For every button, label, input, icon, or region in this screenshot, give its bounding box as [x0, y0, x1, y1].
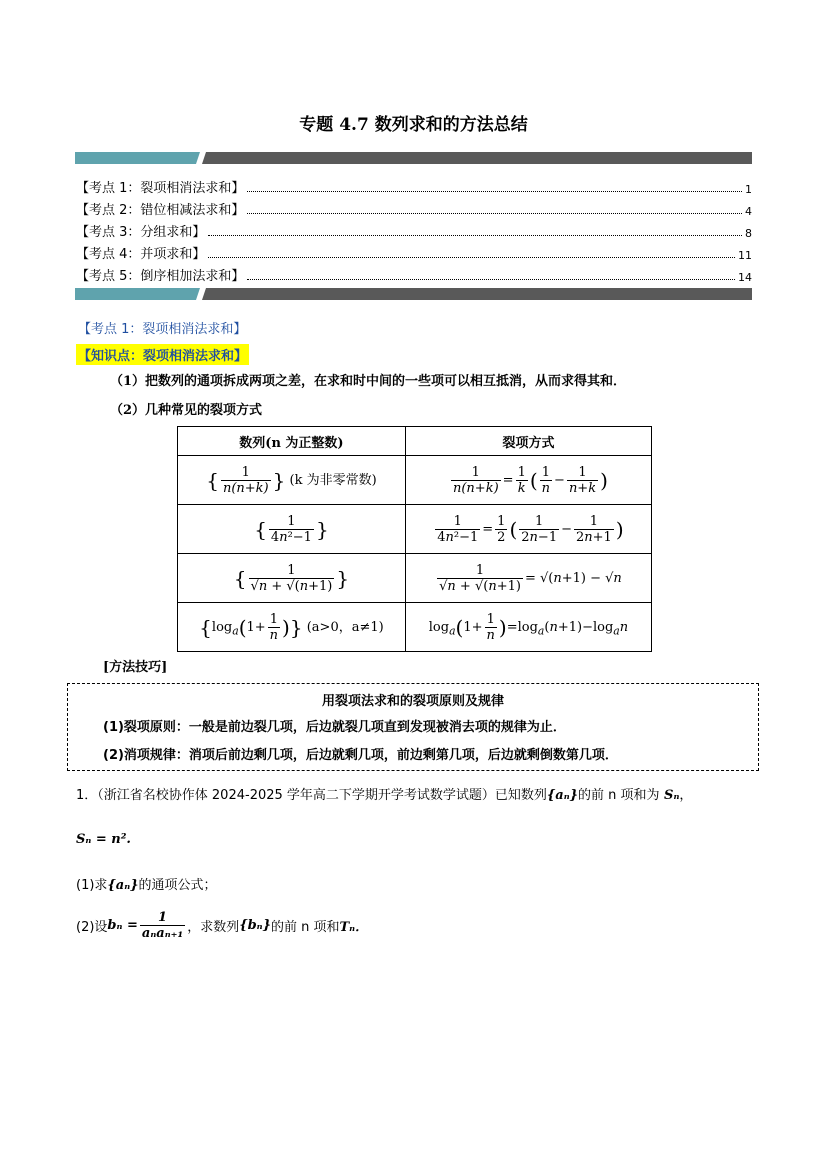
section-heading: 【考点 1：裂项相消法求和】 — [78, 322, 247, 337]
tn-symbol: Tₙ． — [339, 920, 369, 935]
toc-page: 14 — [738, 271, 752, 284]
toc-label: 【考点 3：分组求和】 — [76, 225, 206, 240]
toc-leader — [247, 213, 742, 214]
table-row — [178, 554, 652, 603]
toc-leader — [208, 257, 735, 258]
split-formula-table — [177, 426, 652, 652]
table-row — [178, 505, 652, 554]
toc-label: 【考点 2：错位相减法求和】 — [76, 203, 245, 218]
page-title: 专题 4.7 数列求和的方法总结 — [299, 115, 528, 135]
toc-leader — [208, 235, 742, 236]
toc-item-3[interactable] — [76, 220, 752, 240]
question-source: （浙江省名校协作体 2024-2025 学年高二下学期开学考试数学试题）已知数列 — [97, 788, 547, 803]
toc-item-1[interactable] — [76, 176, 752, 196]
bn-fraction: $\frac{1}{\text{aₙaₙ₊₁}}$ — [141, 910, 184, 941]
toc-item-4[interactable] — [76, 242, 752, 262]
decor-band-bottom — [75, 288, 752, 300]
part2-middle: ，求数列 — [187, 920, 240, 935]
formula-cell: { $\frac{1}{√n + √(n+1)}$ } — [178, 554, 406, 603]
toc-label: 【考点 4：并项求和】 — [76, 247, 206, 262]
formula-cell: $\frac{1}{√n + √(n+1)}$ = √(n+1) − √n — [405, 554, 651, 603]
seq-an: {aₙ} — [546, 788, 579, 803]
table-row — [178, 603, 652, 652]
seq-an: {aₙ} — [107, 878, 139, 893]
toc-item-2[interactable] — [76, 198, 752, 218]
table-row — [178, 456, 652, 505]
part2-prefix: (2)设 — [76, 920, 108, 935]
toc-page: 4 — [745, 205, 752, 218]
toc-item-5[interactable] — [76, 264, 752, 284]
toc-label: 【考点 5：倒序相加法求和】 — [76, 269, 245, 284]
part2-suffix: 的前 n 项和 — [270, 920, 340, 935]
knowledge-tag: 【知识点：裂项相消法求和】 — [76, 344, 249, 365]
paragraph-2: （2）几种常见的裂项方式 — [110, 403, 263, 418]
sn-symbol: Sₙ — [659, 788, 680, 803]
formula-cell: $\frac{1}{\text{4n²−1}}$ = $\frac{1}{2}$ ( $\frac{1}{2n-1}$ − $\frac{1}{2n+1}$ ) — [405, 505, 651, 554]
bn-def: bₙ = — [107, 918, 138, 933]
question-part-2 — [76, 910, 368, 941]
part1-suffix: 的通项公式； — [138, 878, 217, 893]
question-number: 1． — [76, 788, 98, 803]
formula-cell: { $\frac{1}{\text{4n²−1}}$ } — [178, 505, 406, 554]
toc-page: 1 — [745, 183, 752, 196]
decor-band-top — [75, 152, 752, 164]
tips-line-1: (1)裂项原则：一般是前边裂几项，后边就裂几项直到发现被消去项的规律为止． — [103, 720, 566, 735]
row-note: (a>0，a≠1) — [306, 619, 384, 635]
seq-bn: {bₙ} — [239, 918, 271, 933]
question-1: 1．（浙江省名校协作体 2024-2025 学年高二下学期开学考试数学试题）已知数列{aₙ}的前 n 项和为 Sₙ， — [76, 788, 693, 803]
toc-label: 【考点 1：裂项相消法求和】 — [76, 181, 245, 196]
toc-page: 8 — [745, 227, 752, 240]
formula-cell: { $\frac{1}{n(n+k)}$ } (k 为非零常数) — [178, 456, 406, 505]
part1-prefix: (1)求 — [76, 878, 108, 893]
table-header-sequence: 数列(n 为正整数) — [178, 427, 406, 456]
formula-cell: $\frac{1}{n(n+k)}$ = $\frac{1}{k}$ ( $\frac{1}{n}$ − $\frac{1}{n+k}$ ) — [405, 456, 651, 505]
method-label: [方法技巧] — [103, 660, 168, 675]
tips-line-2: (2)消项规律：消项后前边剩几项，后边就剩几项，前边剩第几项，后边就剩倒数第几项． — [103, 748, 618, 763]
question-part-1 — [76, 874, 217, 893]
question-text: 的前 n 项和为 — [578, 788, 660, 803]
sn-equation: Sₙ = n². — [76, 832, 131, 847]
table-header-method: 裂项方式 — [405, 427, 651, 456]
toc-page: 11 — [738, 249, 752, 262]
formula-cell: {$\log_a(1+$ $\frac{1}{n}$ )} (a>0，a≠1) — [178, 603, 406, 652]
formula-cell: $\log_a(1+$ $\frac{1}{n}$ )$=\log_a(n+1)-\log_an$ — [405, 603, 651, 652]
row-note: (k 为非零常数) — [289, 472, 377, 488]
toc-leader — [247, 279, 735, 280]
paragraph-1: （1）把数列的通项拆成两项之差，在求和时中间的一些项可以相互抵消，从而求得其和． — [110, 374, 627, 389]
tips-box-title: 用裂项法求和的裂项原则及规律 — [321, 694, 504, 709]
toc-leader — [247, 191, 742, 192]
